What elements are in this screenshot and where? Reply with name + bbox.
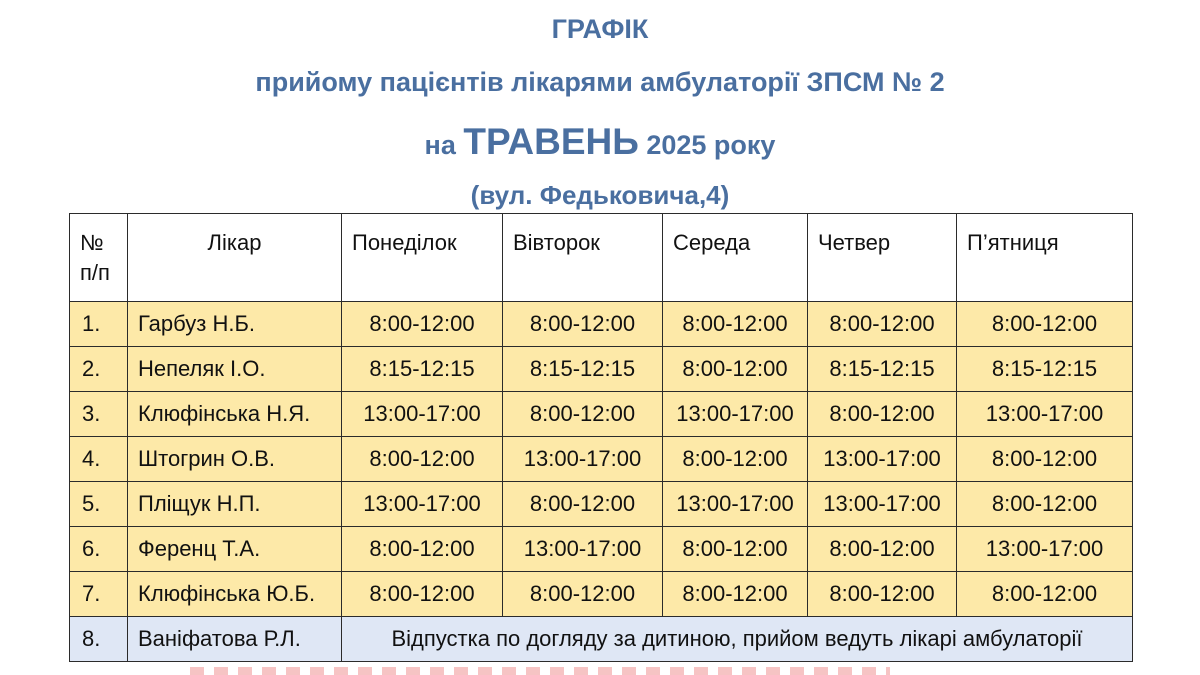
cell-wednesday: 8:00-12:00 bbox=[663, 347, 808, 392]
cell-friday: 8:00-12:00 bbox=[957, 482, 1133, 527]
row-num: 8. bbox=[70, 617, 128, 662]
col-header-thursday: Четвер bbox=[808, 214, 957, 302]
table-row bbox=[70, 437, 1133, 482]
cell-wednesday: 8:00-12:00 bbox=[663, 572, 808, 617]
cell-monday: 8:00-12:00 bbox=[342, 527, 503, 572]
cell-friday: 13:00-17:00 bbox=[957, 527, 1133, 572]
period-month: ТРАВЕНЬ bbox=[463, 121, 639, 162]
col-header-doctor: Лікар bbox=[128, 214, 342, 302]
period-suffix: 2025 року bbox=[646, 130, 776, 160]
table-row bbox=[70, 347, 1133, 392]
period-prefix: на bbox=[424, 130, 456, 160]
cell-monday: 8:00-12:00 bbox=[342, 437, 503, 482]
schedule-subtitle: прийому пацієнтів лікарями амбулаторії ЗПСМ № 2 bbox=[255, 67, 945, 97]
cell-friday: 13:00-17:00 bbox=[957, 392, 1133, 437]
row-doctor: Клюфінська Ю.Б. bbox=[128, 572, 342, 617]
cell-thursday: 8:00-12:00 bbox=[808, 572, 957, 617]
col-header-monday: Понеділок bbox=[342, 214, 503, 302]
cell-thursday: 13:00-17:00 bbox=[808, 437, 957, 482]
row-num: 1. bbox=[70, 302, 128, 347]
cell-wednesday: 8:00-12:00 bbox=[663, 527, 808, 572]
row-num: 2. bbox=[70, 347, 128, 392]
row-doctor: Ваніфатова Р.Л. bbox=[128, 617, 342, 662]
cell-wednesday: 13:00-17:00 bbox=[663, 392, 808, 437]
cell-tuesday: 8:00-12:00 bbox=[503, 572, 663, 617]
cell-thursday: 8:00-12:00 bbox=[808, 302, 957, 347]
cell-friday: 8:00-12:00 bbox=[957, 572, 1133, 617]
cell-tuesday: 8:00-12:00 bbox=[503, 302, 663, 347]
cell-monday: 8:00-12:00 bbox=[342, 572, 503, 617]
col-header-num bbox=[70, 214, 128, 302]
table-row bbox=[70, 572, 1133, 617]
table-header-row bbox=[70, 214, 1133, 302]
table-row bbox=[70, 527, 1133, 572]
cell-wednesday: 13:00-17:00 bbox=[663, 482, 808, 527]
cropped-footer-text bbox=[190, 667, 890, 675]
schedule-title: ГРАФІК bbox=[551, 14, 649, 44]
row-doctor: Штогрин О.В. bbox=[128, 437, 342, 482]
table-row bbox=[70, 392, 1133, 437]
row-num: 7. bbox=[70, 572, 128, 617]
cell-tuesday: 8:00-12:00 bbox=[503, 392, 663, 437]
leave-note: Відпустка по догляду за дитиною, прийом ведуть лікарі амбулаторії bbox=[342, 617, 1133, 662]
table-row bbox=[70, 302, 1133, 347]
col-header-friday: П’ятниця bbox=[957, 214, 1133, 302]
cell-thursday: 8:00-12:00 bbox=[808, 527, 957, 572]
cell-monday: 13:00-17:00 bbox=[342, 482, 503, 527]
row-num: 5. bbox=[70, 482, 128, 527]
col-header-wednesday: Середа bbox=[663, 214, 808, 302]
table-row-leave bbox=[70, 617, 1133, 662]
cell-tuesday: 8:15-12:15 bbox=[503, 347, 663, 392]
col-header-num-line1: № bbox=[80, 230, 104, 255]
schedule-address: (вул. Федьковича,4) bbox=[470, 180, 730, 210]
cell-tuesday: 13:00-17:00 bbox=[503, 527, 663, 572]
cell-monday: 13:00-17:00 bbox=[342, 392, 503, 437]
col-header-tuesday: Вівторок bbox=[503, 214, 663, 302]
row-num: 6. bbox=[70, 527, 128, 572]
cell-wednesday: 8:00-12:00 bbox=[663, 437, 808, 482]
row-doctor: Непеляк І.О. bbox=[128, 347, 342, 392]
row-doctor: Гарбуз Н.Б. bbox=[128, 302, 342, 347]
schedule-table bbox=[69, 213, 1133, 662]
cell-tuesday: 8:00-12:00 bbox=[503, 482, 663, 527]
row-num: 4. bbox=[70, 437, 128, 482]
row-doctor: Ференц Т.А. bbox=[128, 527, 342, 572]
col-header-num-line2: п/п bbox=[80, 260, 110, 285]
cell-thursday: 8:15-12:15 bbox=[808, 347, 957, 392]
cell-thursday: 8:00-12:00 bbox=[808, 392, 957, 437]
cell-friday: 8:15-12:15 bbox=[957, 347, 1133, 392]
cell-thursday: 13:00-17:00 bbox=[808, 482, 957, 527]
row-num: 3. bbox=[70, 392, 128, 437]
cell-monday: 8:15-12:15 bbox=[342, 347, 503, 392]
cell-friday: 8:00-12:00 bbox=[957, 302, 1133, 347]
row-doctor: Пліщук Н.П. bbox=[128, 482, 342, 527]
cell-monday: 8:00-12:00 bbox=[342, 302, 503, 347]
table-row bbox=[70, 482, 1133, 527]
cell-friday: 8:00-12:00 bbox=[957, 437, 1133, 482]
cell-tuesday: 13:00-17:00 bbox=[503, 437, 663, 482]
schedule-period bbox=[0, 121, 1200, 163]
cell-wednesday: 8:00-12:00 bbox=[663, 302, 808, 347]
row-doctor: Клюфінська Н.Я. bbox=[128, 392, 342, 437]
